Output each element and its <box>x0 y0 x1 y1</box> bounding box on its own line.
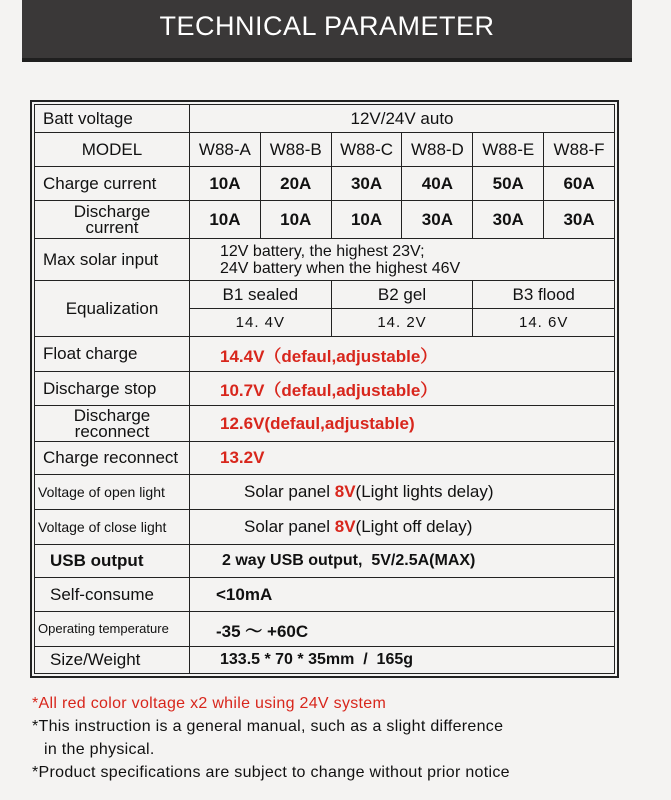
equalization-label: Equalization <box>35 281 190 336</box>
row-size-weight <box>35 647 614 673</box>
row-self-consume <box>35 578 614 612</box>
max-solar-value <box>190 239 614 280</box>
close-light-suffix: (Light off delay) <box>355 517 473 536</box>
max-solar-label: Max solar input <box>35 239 190 280</box>
charge-reconnect-value: 13.2V <box>220 448 265 467</box>
row-usb-output <box>35 545 614 578</box>
model-cell: W88-C <box>332 133 403 166</box>
equalization-voltage: 14. 6V <box>518 314 569 331</box>
discharge-stop-label: Discharge stop <box>35 372 190 405</box>
row-model <box>35 133 614 167</box>
discharge-reconnect-label-line1: Discharge <box>73 405 151 425</box>
row-float-charge <box>35 337 614 372</box>
float-charge-value: 14.4V（defaul,adjustable） <box>220 346 438 366</box>
model-label: MODEL <box>35 133 190 166</box>
row-discharge-reconnect <box>35 406 614 442</box>
model-cell: W88-A <box>190 133 261 166</box>
equalization-type: B2 gel <box>332 281 474 308</box>
charge-current-cell: 10A <box>190 167 261 200</box>
operating-temp-label: Operating temperature <box>35 612 190 646</box>
header-banner <box>22 0 632 62</box>
discharge-reconnect-value: 12.6V(defaul,adjustable) <box>220 413 415 433</box>
model-cell: W88-B <box>261 133 332 166</box>
float-charge-label: Float charge <box>35 337 190 371</box>
charge-current-cell: 40A <box>402 167 473 200</box>
note-general-manual-cont: in the physical. <box>44 741 155 758</box>
row-charge-reconnect <box>35 442 614 475</box>
batt-voltage-value: 12V/24V auto <box>350 108 454 128</box>
max-solar-line1: 12V battery, the highest 23V; <box>220 242 425 260</box>
open-light-label: Voltage of open light <box>35 475 190 509</box>
self-consume-label: Self-consume <box>35 578 190 611</box>
discharge-current-label <box>35 201 190 238</box>
equalization-type: B1 sealed <box>190 281 332 308</box>
note-general-manual: *This instruction is a general manual, such as a slight difference <box>32 718 504 735</box>
batt-voltage-label: Batt voltage <box>35 105 190 132</box>
size-weight-value: 133.5 * 70 * 35mm / 165g <box>220 651 414 668</box>
self-consume-value: <10mA <box>216 584 273 604</box>
row-batt-voltage <box>35 105 614 133</box>
discharge-current-cell: 30A <box>402 201 473 238</box>
note-spec-change: *Product specifications are subject to change without prior notice <box>32 764 510 781</box>
spec-table <box>30 100 619 678</box>
discharge-current-cell: 30A <box>473 201 544 238</box>
size-weight-label: Size/Weight <box>35 647 190 673</box>
discharge-current-cell: 10A <box>261 201 332 238</box>
row-close-light <box>35 510 614 545</box>
usb-output-value: 2 way USB output, 5V/2.5A(MAX) <box>222 552 476 569</box>
discharge-stop-value: 10.7V（defaul,adjustable） <box>220 381 438 400</box>
row-open-light <box>35 475 614 510</box>
operating-temp-value: -35 ～ +60C <box>216 621 309 641</box>
charge-current-cell: 60A <box>563 173 595 193</box>
row-operating-temp <box>35 612 614 647</box>
model-cell: W88-D <box>402 133 473 166</box>
open-light-suffix: (Light lights delay) <box>355 482 494 501</box>
discharge-reconnect-label <box>35 406 190 441</box>
model-cell: W88-F <box>553 139 605 159</box>
charge-current-cell: 50A <box>473 167 544 200</box>
charge-current-label: Charge current <box>35 167 190 200</box>
row-charge-current <box>35 167 614 201</box>
charge-current-cell: 20A <box>261 167 332 200</box>
row-equalization <box>35 281 614 337</box>
equalization-voltage: 14. 4V <box>190 309 332 336</box>
open-light-voltage: 8V <box>334 482 356 501</box>
row-max-solar <box>35 239 614 281</box>
equalization-type: B3 flood <box>512 284 575 304</box>
open-light-value <box>190 475 614 509</box>
open-light-prefix: Solar panel <box>244 482 335 501</box>
footnotes <box>32 692 652 784</box>
discharge-current-label-line1: Discharge <box>73 201 151 221</box>
usb-output-label: USB output <box>35 545 190 577</box>
close-light-value <box>190 510 614 544</box>
max-solar-line2: 24V battery when the highest 46V <box>220 259 461 277</box>
model-cell: W88-E <box>473 133 544 166</box>
note-red-voltage: *All red color voltage x2 while using 24V system <box>32 695 387 712</box>
equalization-voltage: 14. 2V <box>332 309 474 336</box>
discharge-current-cell: 30A <box>563 209 595 229</box>
row-discharge-current <box>35 201 614 239</box>
row-discharge-stop <box>35 372 614 406</box>
close-light-voltage: 8V <box>334 517 356 536</box>
discharge-current-cell: 10A <box>332 201 403 238</box>
close-light-label: Voltage of close light <box>35 510 190 544</box>
charge-current-cell: 30A <box>332 167 403 200</box>
discharge-current-cell: 10A <box>190 201 261 238</box>
discharge-reconnect-label-line2: reconnect <box>74 421 150 441</box>
charge-reconnect-label: Charge reconnect <box>35 442 190 474</box>
close-light-prefix: Solar panel <box>244 517 335 536</box>
discharge-current-label-line2: current <box>85 217 139 237</box>
page-title: TECHNICAL PARAMETER <box>159 11 495 41</box>
